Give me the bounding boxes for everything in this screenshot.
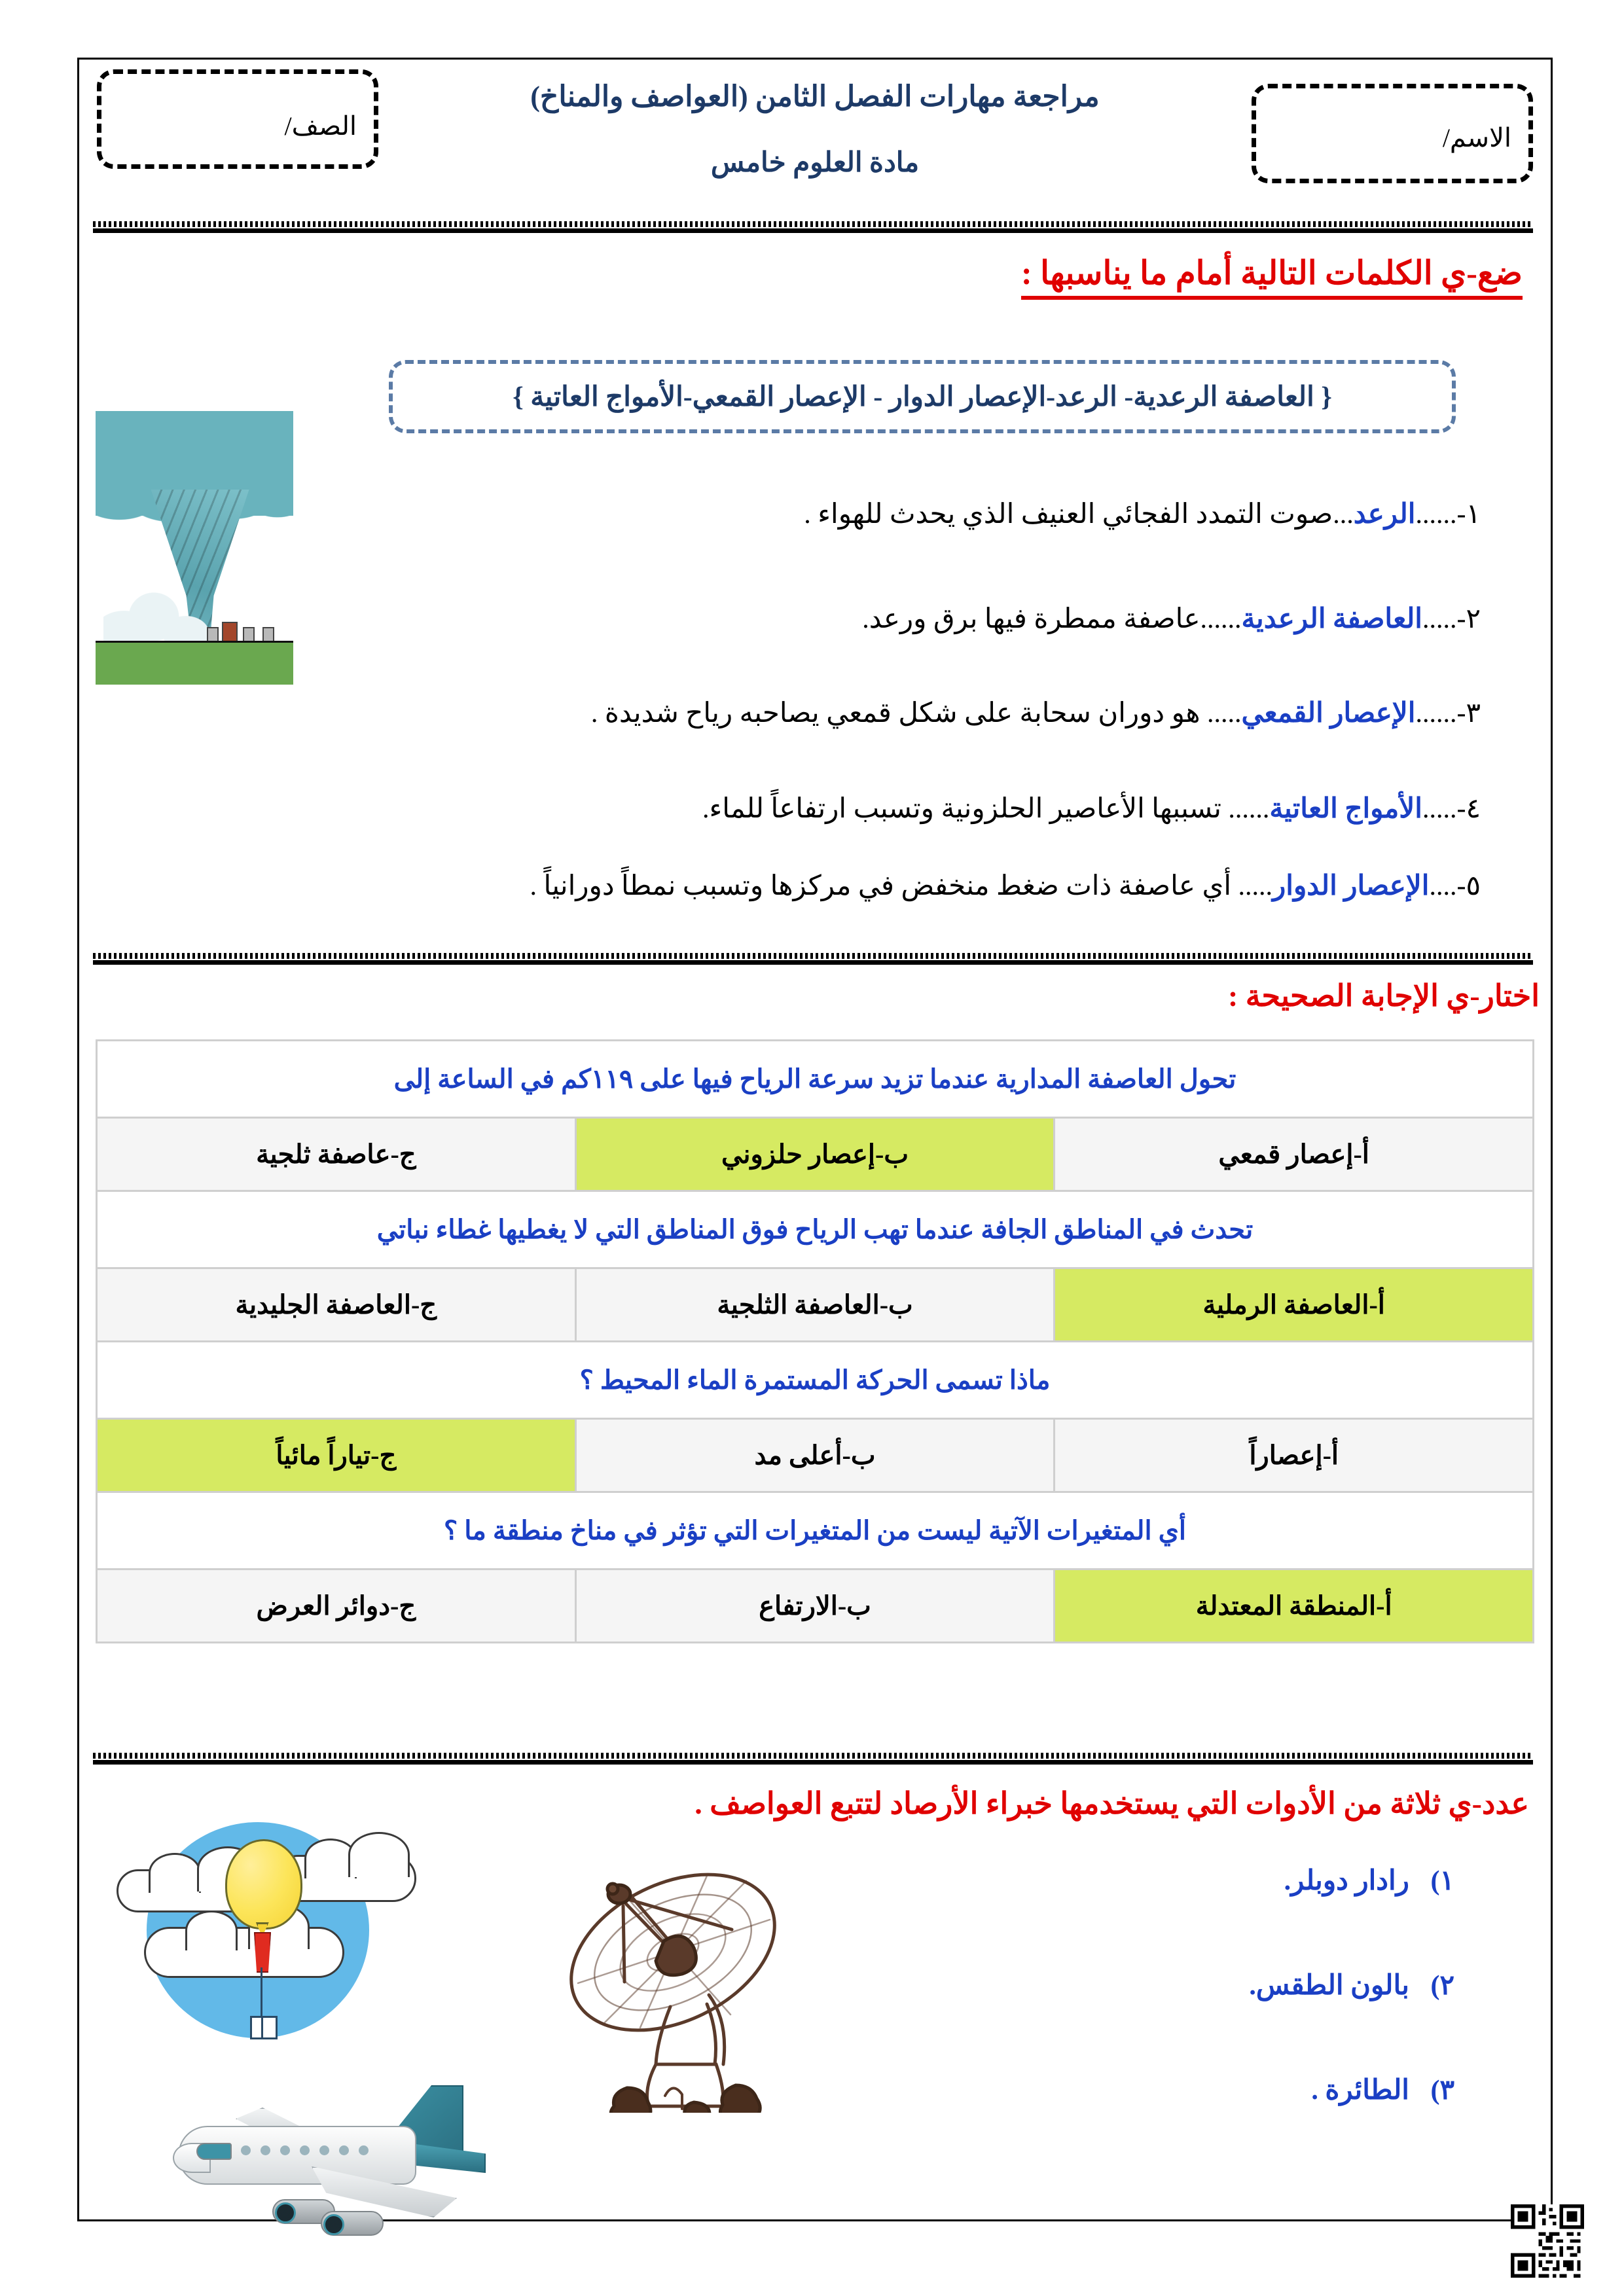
fill-blank-number-4: ٤-: [1456, 794, 1481, 824]
list-item: [1284, 1864, 1454, 1897]
mcq-option-1-b[interactable]: ب-إعصار حلزوني: [575, 1118, 1055, 1191]
fill-blank-text-3: هو دوران سحابة على شكل قمعي يصاحبه رياح شديدة .: [590, 698, 1207, 728]
separator-1: [93, 221, 1533, 232]
mcq-option-1-a[interactable]: أ-إعصار قمعي: [1055, 1118, 1534, 1191]
fill-blank-answer-4[interactable]: الأمواج العاتية: [1269, 794, 1422, 824]
table-row: [97, 1041, 1534, 1118]
mcq-question-1: تحول العاصفة المدارية عندما تزيد سرعة الرياح فيها على ١١٩كم في الساعة إلى: [97, 1041, 1534, 1118]
fill-blank-text-1: صوت التمدد الفجائي العنيف الذي يحدث للهواء .: [804, 499, 1333, 529]
fill-blank-leaddots-2: .....: [1422, 604, 1457, 634]
fill-blank-traildots-1: ...: [1333, 499, 1354, 529]
fill-blank-leaddots-5: ....: [1429, 871, 1457, 901]
fill-blank-item-5: [530, 869, 1481, 902]
fill-blank-item-3: [591, 696, 1481, 729]
mcq-question-3: ماذا تسمى الحركة المستمرة الماء المحيط ؟: [97, 1342, 1534, 1419]
separator-solid-line: [93, 228, 1533, 233]
word-bank-text: { العاصفة الرعدية- الرعد-الإعصار الدوار - الإعصار القمعي-الأمواج العاتية }: [513, 382, 1332, 412]
fill-blank-traildots-5: .....: [1238, 871, 1272, 901]
mcq-option-4-b[interactable]: ب-الارتفاع: [575, 1570, 1055, 1643]
fill-blank-traildots-2: ......: [1200, 604, 1242, 634]
cloud-icon: [144, 1927, 344, 1978]
separator-dotted-line: [93, 221, 1533, 227]
separator-dotted-line: [93, 953, 1533, 959]
list-item: [1249, 1969, 1454, 2001]
separator-solid-line: [93, 960, 1533, 965]
fill-blank-traildots-4: ......: [1228, 794, 1270, 824]
answer-number-2: ٢): [1430, 1971, 1454, 2001]
fill-blank-answer-3[interactable]: الإعصار القمعي: [1241, 698, 1416, 728]
fill-blank-answer-5[interactable]: الإعصار الدوار: [1272, 871, 1430, 901]
mcq-option-4-c[interactable]: ج-دوائر العرض: [97, 1570, 576, 1643]
airplane-image: [173, 2080, 480, 2231]
fill-blank-leaddots-1: ......: [1415, 499, 1457, 529]
tornado-image: [96, 411, 293, 685]
section2-heading: اختار-ي الإجابة الصحيحة :: [1227, 979, 1540, 1013]
mcq-option-2-a[interactable]: أ-العاصفة الرملية: [1055, 1268, 1534, 1342]
fill-blank-number-2: ٢-: [1456, 604, 1481, 634]
mcq-option-3-a[interactable]: أ-إعصاراً: [1055, 1419, 1534, 1492]
table-row: [97, 1191, 1534, 1268]
answer-number-3: ٣): [1430, 2075, 1454, 2106]
answer-text-1[interactable]: رادار دوبلر.: [1284, 1866, 1409, 1896]
mcq-question-4: أي المتغيرات الآتية ليست من المتغيرات التي تؤثر في مناخ منطقة ما ؟: [97, 1492, 1534, 1570]
class-field-label: الصف/: [284, 111, 357, 141]
worksheet-subject: مادة العلوم خامس: [710, 147, 920, 178]
fill-blank-answer-1[interactable]: الرعد: [1353, 499, 1416, 529]
fill-blank-item-4: [702, 792, 1481, 825]
mcq-option-2-b[interactable]: ب-العاصفة الثلجية: [575, 1268, 1055, 1342]
fill-blank-answer-2[interactable]: العاصفة الرعدية: [1241, 604, 1422, 634]
worksheet-title: مراجعة مهارات الفصل الثامن (العواصف والمناخ): [530, 81, 1100, 113]
fill-blank-number-1: ١-: [1456, 499, 1481, 529]
mcq-table: [96, 1039, 1534, 1643]
mcq-table-body: [97, 1041, 1534, 1643]
header-titles: [77, 80, 1553, 179]
answer-number-1: ١): [1430, 1866, 1454, 1896]
fill-blank-number-3: ٣-: [1456, 698, 1481, 728]
fill-blank-text-5: أي عاصفة ذات ضغط منخفض في مركزها وتسبب نمطاً دورانياً .: [530, 871, 1238, 901]
answer-text-3[interactable]: الطائرة .: [1311, 2075, 1409, 2106]
table-row: [97, 1570, 1534, 1643]
tornado-ground: [96, 641, 293, 685]
fill-blank-item-2: [862, 602, 1481, 635]
name-field-label: الاسم/: [1442, 123, 1511, 152]
balloon-instrument-icon: [254, 1932, 271, 1973]
table-row: [97, 1492, 1534, 1570]
satellite-dish-icon: [542, 1831, 823, 2113]
table-row: [97, 1118, 1534, 1191]
fill-blank-number-5: ٥-: [1456, 871, 1481, 901]
section1-heading: ضع-ي الكلمات التالية أمام ما يناسبها :: [1021, 254, 1523, 300]
airplane-cockpit-window: [196, 2143, 232, 2160]
mcq-question-2: تحدث في المناطق الجافة عندما تهب الرياح فوق المناطق التي لا يغطيها غطاء نباتي: [97, 1191, 1534, 1268]
separator-solid-line: [93, 1760, 1533, 1765]
mcq-option-3-b[interactable]: ب-أعلى مد: [575, 1419, 1055, 1492]
mcq-option-4-a[interactable]: أ-المنطقة المعتدلة: [1055, 1570, 1534, 1643]
balloon-radiosonde-box: [250, 2016, 278, 2039]
airplane-engine: [321, 2211, 384, 2236]
qr-code: [1511, 2204, 1584, 2281]
fill-blank-text-2: عاصفة ممطرة فيها برق ورعد.: [862, 604, 1200, 634]
fill-blank-leaddots-3: ......: [1415, 698, 1457, 728]
separator-2: [93, 953, 1533, 963]
fill-blank-text-4: تسببها الأعاصير الحلزونية وتسبب ارتفاعاً للماء.: [702, 794, 1229, 824]
worksheet-header: [77, 58, 1553, 223]
fill-blank-leaddots-4: .....: [1422, 794, 1457, 824]
fill-blank-traildots-3: .....: [1206, 698, 1242, 728]
table-row: [97, 1419, 1534, 1492]
word-bank-box: [389, 360, 1456, 433]
fill-blank-item-1: [804, 497, 1481, 530]
section3-heading: عدد-ي ثلاثة من الأدوات التي يستخدمها خبراء الأرصاد لتتبع العواصف .: [695, 1787, 1529, 1820]
separator-3: [93, 1753, 1533, 1763]
weather-balloon-image: [120, 1799, 402, 2060]
worksheet-page: [77, 58, 1553, 2221]
table-row: [97, 1268, 1534, 1342]
list-item: [1311, 2073, 1454, 2106]
mcq-option-1-c[interactable]: ج-عاصفة ثلجية: [97, 1118, 576, 1191]
mcq-option-3-c[interactable]: ج-تياراً مائياً: [97, 1419, 576, 1492]
mcq-option-2-c[interactable]: ج-العاصفة الجليدية: [97, 1268, 576, 1342]
qr-code-icon: [1511, 2204, 1584, 2278]
separator-dotted-line: [93, 1753, 1533, 1759]
balloon-tether-line: [261, 1967, 262, 2018]
table-row: [97, 1342, 1534, 1419]
satellite-dish-image: [542, 1831, 823, 2113]
answer-text-2[interactable]: بالون الطقس.: [1249, 1971, 1409, 2001]
balloon-icon: [225, 1839, 302, 1929]
